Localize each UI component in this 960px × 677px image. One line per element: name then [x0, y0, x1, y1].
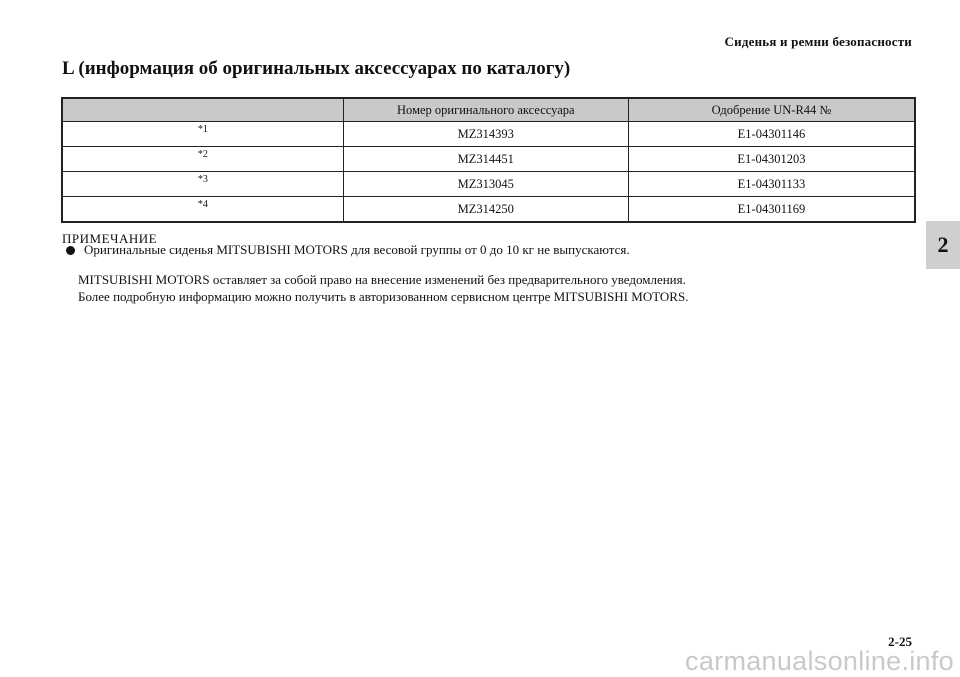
table-row: [62, 122, 915, 147]
row-approval: E1-04301133: [628, 172, 915, 197]
row-approval: E1-04301146: [628, 122, 915, 147]
row-approval: E1-04301169: [628, 197, 915, 223]
row-approval: E1-04301203: [628, 147, 915, 172]
row-mark: *4: [62, 197, 343, 223]
chapter-tab: 2: [926, 221, 960, 269]
row-part-number: MZ314393: [343, 122, 628, 147]
table-header-row: [62, 98, 915, 122]
note-paragraph-line: MITSUBISHI MOTORS оставляет за собой право на внесение изменений без предварительного уведомления.: [78, 272, 686, 287]
row-part-number: MZ313045: [343, 172, 628, 197]
column-header-approval: Одобрение UN-R44 №: [628, 98, 915, 122]
row-part-number: MZ314451: [343, 147, 628, 172]
note-paragraph-line: Более подробную информацию можно получить в авторизованном сервисном центре MITSUBISHI MOTORS.: [78, 289, 689, 304]
note-title: ПРИМЕЧАНИЕ: [62, 231, 158, 246]
table-row: [62, 147, 915, 172]
table-row: [62, 197, 915, 223]
row-mark: *1: [62, 122, 343, 147]
table-row: [62, 172, 915, 197]
column-header-part-number: Номер оригинального аксессуара: [343, 98, 628, 122]
note-bullet-text: Оригинальные сиденья MITSUBISHI MOTORS для весовой группы от 0 до 10 кг не выпускаются.: [84, 242, 630, 257]
row-mark: *2: [62, 147, 343, 172]
note-bullet: [62, 242, 630, 258]
row-mark: *3: [62, 172, 343, 197]
column-header-mark: [62, 98, 343, 122]
running-header: Сиденья и ремни безопасности: [724, 34, 912, 49]
bullet-dot-icon: [66, 246, 75, 255]
watermark: carmanualsonline.info: [685, 646, 954, 676]
row-part-number: MZ314250: [343, 197, 628, 223]
page-title: L (информация об оригинальных аксессуарах по каталогу): [62, 58, 571, 79]
page-number: 2-25: [888, 634, 912, 649]
note-paragraph: [78, 271, 688, 305]
accessories-table: [61, 97, 916, 223]
